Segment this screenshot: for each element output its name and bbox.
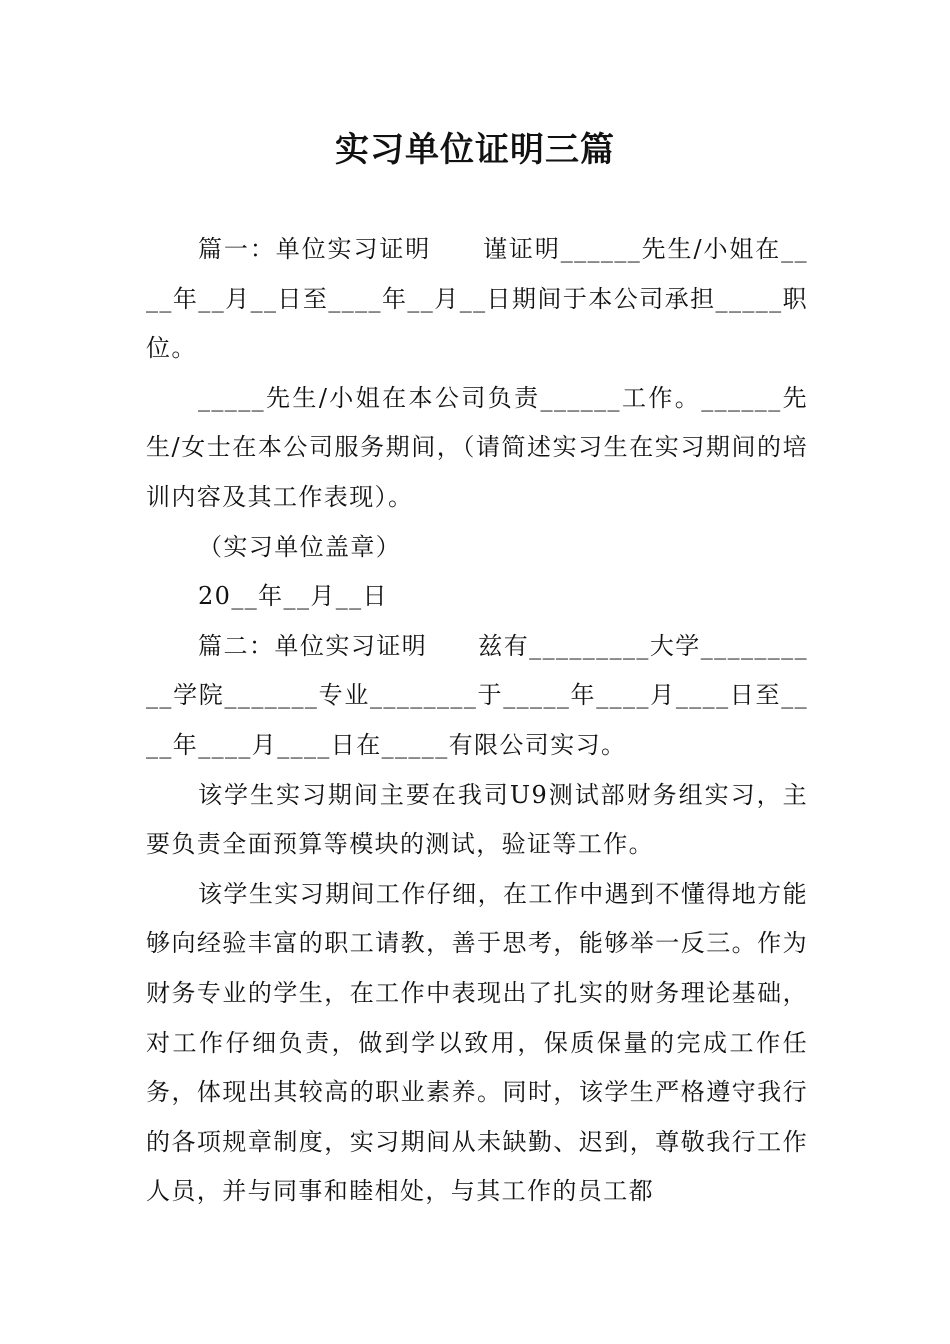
document-title: 实习单位证明三篇: [335, 130, 615, 170]
paragraph-2: _____先生/小姐在本公司负责______工作。______先生/女士在本公司服务期间，（请简述实习生在实习期间的培训内容及其工作表现）。: [146, 383, 808, 511]
document-body: [146, 225, 808, 1217]
paragraph-6: 该学生实习期间主要在我司U9测试部财务组实习，主要负责全面预算等模块的测试，验证等工作。: [146, 780, 808, 859]
paragraph-3: （实习单位盖章）: [198, 532, 402, 561]
paragraph-7: 该学生实习期间工作仔细，在工作中遇到不懂得地方能够向经验丰富的职工请教，善于思考，能够举一反三。作为财务专业的学生，在工作中表现出了扎实的财务理论基础，对工作仔细负责，做到学以致用，保质保量的完成工作任务，体现出其较高的职业素养。同时，该学生严格遵守我行的各项规章制度，实习期间从未缺勤、迟到，尊敬我行工作人员，并与同事和睦相处，与其工作的员工都: [146, 879, 808, 1206]
paragraph-1: 篇一：单位实习证明 谨证明______先生/小姐在____年__月__日至____年__月__日期间于本公司承担_____职位。: [146, 235, 808, 363]
paragraph-5: 篇二：单位实习证明 兹有_________大学__________学院_______专业________于_____年____月____日至____年____月____日在_____有限公司实习。: [146, 631, 808, 759]
paragraph-4: 20__年__月__日: [198, 582, 388, 611]
